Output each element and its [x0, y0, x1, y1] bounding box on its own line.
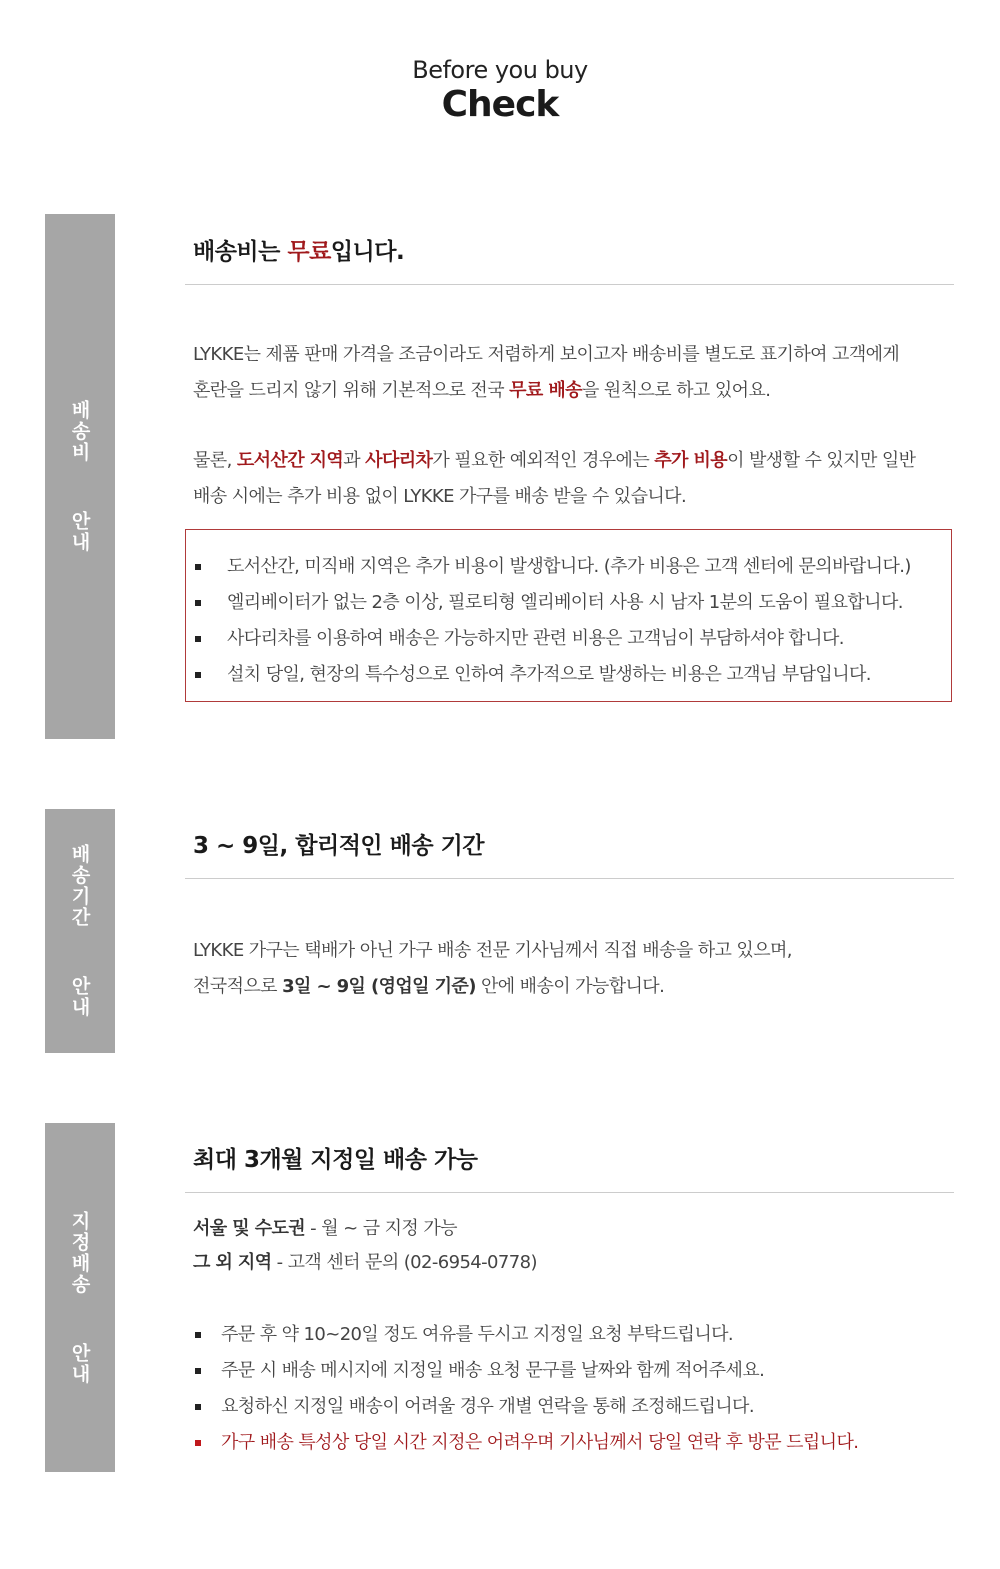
list-item	[193, 1317, 858, 1353]
title-text: 입니다.	[330, 239, 405, 265]
divider	[185, 284, 954, 285]
list-item-alert	[193, 1425, 858, 1461]
paragraph-line: LYKKE 가구는 택배가 아닌 가구 배송 전문 기사님께서 직접 배송을 하고 있으며,	[193, 940, 792, 961]
region-key: 그 외 지역	[193, 1252, 272, 1273]
region-row-seoul	[193, 1212, 537, 1246]
bullet-icon	[195, 600, 201, 606]
highlight-remote-area: 도서산간 지역	[236, 450, 344, 471]
list-item-text: 요청하신 지정일 배송이 어려울 경우 개별 연락을 통해 조정해드립니다.	[221, 1396, 754, 1417]
paragraph-line	[193, 969, 953, 1005]
text: 안에 배송이 가능합니다.	[475, 976, 665, 997]
paragraph-line: LYKKE는 제품 판매 가격을 조금이라도 저렴하게 보이고자 배송비를 별도로 표기하여 고객에게	[193, 344, 900, 365]
list-item-text: 주문 시 배송 메시지에 지정일 배송 요청 문구를 날짜와 함께 적어주세요.	[221, 1360, 765, 1381]
header-subtitle: Before you buy	[412, 56, 588, 84]
list-item-text: 사다리차를 이용하여 배송은 가능하지만 관련 비용은 고객님이 부담하셔야 합니다.	[227, 628, 844, 649]
side-tab-delivery-period	[45, 809, 115, 1053]
shipping-fee-paragraph-2	[193, 443, 953, 515]
region-value: - 월 ~ 금 지정 가능	[305, 1218, 457, 1239]
text: 이 발생할 수 있지만 일반	[727, 450, 916, 471]
highlight-free-shipping: 무료 배송	[509, 380, 582, 401]
list-item-text: 도서산간, 미직배 지역은 추가 비용이 발생합니다. (추가 비용은 고객 센터에 문의바랍니다.)	[227, 556, 911, 577]
header-title: Check	[441, 84, 559, 125]
section-title-scheduled-delivery: 최대 3개월 지정일 배송 가능	[193, 1147, 478, 1173]
list-item-text: 설치 당일, 현장의 특수성으로 인하여 추가적으로 발생하는 비용은 고객님 부담입니다.	[227, 664, 871, 685]
text: 혼란을 드리지 않기 위해 기본적으로 전국	[193, 380, 510, 401]
region-key: 서울 및 수도권	[193, 1218, 306, 1239]
bullet-icon	[195, 636, 201, 642]
scheduled-delivery-list	[193, 1317, 858, 1461]
bullet-icon	[195, 1404, 201, 1410]
side-tab-scheduled-delivery	[45, 1123, 115, 1472]
list-item-text: 엘리베이터가 없는 2층 이상, 필로티형 엘리베이터 사용 시 남자 1분의 도움이 필요합니다.	[227, 592, 903, 613]
paragraph-line	[193, 443, 953, 479]
text: 과	[343, 450, 366, 471]
side-label: 배송기간 안내	[68, 844, 91, 1018]
list-item	[193, 657, 911, 693]
paragraph-line: 배송 시에는 추가 비용 없이 LYKKE 가구를 배송 받을 수 있습니다.	[193, 486, 687, 507]
section-title-shipping-fee	[193, 233, 404, 266]
region-schedule-info	[193, 1212, 537, 1280]
title-text: 배송비는	[193, 239, 288, 265]
divider	[185, 1192, 954, 1193]
title-highlight: 무료	[287, 239, 331, 265]
text: 물론,	[193, 450, 237, 471]
list-item	[193, 585, 911, 621]
list-item	[193, 549, 911, 585]
delivery-period-paragraph	[193, 933, 953, 1005]
divider	[185, 878, 954, 879]
bullet-icon	[195, 672, 201, 678]
bullet-icon	[195, 564, 201, 570]
text: 전국적으로	[193, 976, 283, 997]
highlight-ladder-truck: 사다리차	[365, 450, 433, 471]
text: 을 원칙으로 하고 있어요.	[581, 380, 771, 401]
list-item	[193, 621, 911, 657]
paragraph-line	[193, 373, 953, 409]
side-tab-shipping-fee	[45, 214, 115, 739]
side-label: 배송비 안내	[68, 400, 91, 553]
list-item-text: 가구 배송 특성상 당일 시간 지정은 어려우며 기사님께서 당일 연락 후 방문 드립니다.	[221, 1432, 859, 1453]
region-row-other	[193, 1246, 537, 1280]
shipping-fee-paragraph-1	[193, 337, 953, 409]
notice-list	[193, 549, 911, 693]
list-item-text: 주문 후 약 10~20일 정도 여유를 두시고 지정일 요청 부탁드립니다.	[221, 1324, 734, 1345]
section-title-delivery-period: 3 ~ 9일, 합리적인 배송 기간	[193, 833, 485, 859]
bullet-icon	[195, 1440, 201, 1446]
delivery-days-bold: 3일 ~ 9일 (영업일 기준)	[282, 976, 476, 997]
bullet-icon	[195, 1368, 201, 1374]
list-item	[193, 1353, 858, 1389]
text: 가 필요한 예외적인 경우에는	[432, 450, 655, 471]
bullet-icon	[195, 1332, 201, 1338]
list-item	[193, 1389, 858, 1425]
highlight-extra-cost: 추가 비용	[654, 450, 728, 471]
side-label: 지정배송 안내	[68, 1210, 91, 1385]
region-value: - 고객 센터 문의 (02-6954-0778)	[271, 1252, 537, 1273]
